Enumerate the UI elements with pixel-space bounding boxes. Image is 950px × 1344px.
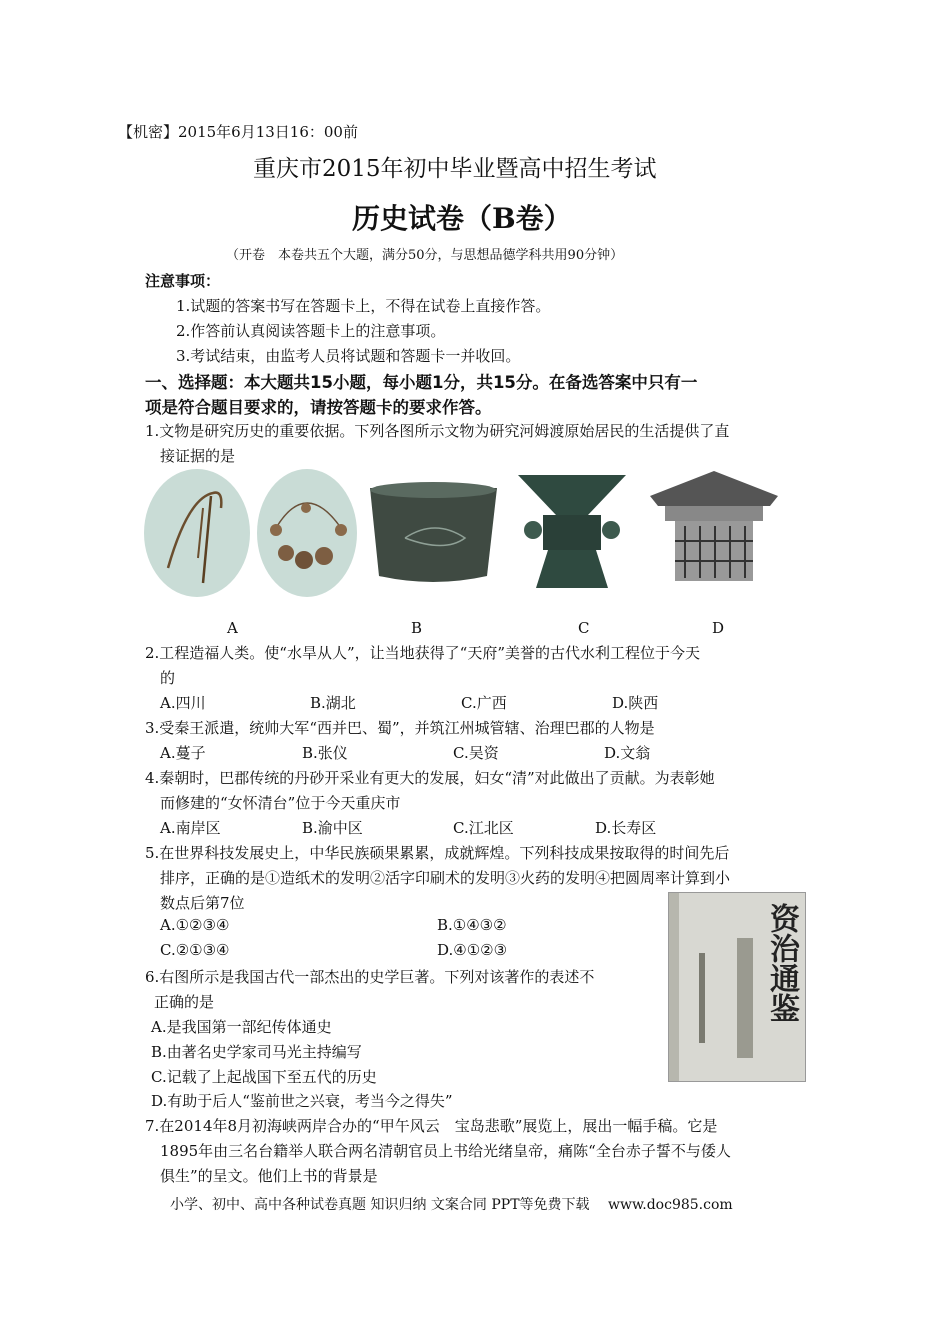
question-2-text: 2.工程造福人类。使“水旱从人”，让当地获得了“天府”美誉的古代水利工程位于今天: [145, 644, 700, 662]
confidential-note: 【机密】2015年6月13日16：00前: [118, 123, 358, 141]
q6-option-b: B.由著名史学家司马光主持编写: [151, 1043, 362, 1061]
q3-option-d: D.文翁: [604, 744, 651, 762]
q5-option-b: B.①④③②: [437, 916, 507, 934]
q5-option-d: D.④①②③: [437, 941, 508, 959]
notice-item: 2.作答前认真阅读答题卡上的注意事项。: [176, 322, 446, 340]
q2-option-b: B.湖北: [310, 694, 356, 712]
question-6-text-cont: 正确的是: [154, 993, 215, 1011]
question-7-text-cont: 1895年由三名台籍举人联合两名清朝官员上书给光绪皇帝，痛陈“全台赤子誓不与倭人: [160, 1142, 731, 1160]
q2-option-c: C.广西: [461, 694, 507, 712]
question-3-text: 3.受秦王派遣，统帅大军“西并巴、蜀”，并筑江州城管辖、治理巴郡的人物是: [145, 719, 655, 737]
question-7-text: 7.在2014年8月初海峡两岸合办的“甲午风云 宝岛悲歌”展览上，展出一幅手稿。它是: [145, 1117, 718, 1135]
exam-title: 重庆市2015年初中毕业暨高中招生考试: [253, 156, 657, 182]
q4-option-c: C.江北区: [453, 819, 514, 837]
q6-option-d: D.有助于后人“鉴前世之兴衰，考当今之得失”: [151, 1092, 453, 1110]
notice-item: 3.考试结束，由监考人员将试题和答题卡一并收回。: [176, 347, 521, 365]
q6-option-c: C.记载了上起战国下至五代的历史: [151, 1068, 377, 1086]
wooden-structure-image: [645, 466, 783, 594]
section-heading-cont: 项是符合题目要求的，请按答题卡的要求作答。: [145, 398, 492, 417]
q6-option-a: A.是我国第一部纪传体通史: [151, 1018, 332, 1036]
notice-item: 1.试题的答案书写在答题卡上，不得在试卷上直接作答。: [176, 297, 551, 315]
option-label-d: D: [712, 619, 725, 637]
option-label-a: A: [227, 619, 238, 637]
question-6-text: 6.右图所示是我国古代一部杰出的史学巨著。下列对该著作的表述不: [145, 968, 595, 986]
question-1-text: 1.文物是研究历史的重要依据。下列各图所示文物为研究河姆渡原始居民的生活提供了直: [145, 422, 730, 440]
question-7-text-cont2: 俱生”的呈文。他们上书的背景是: [160, 1167, 378, 1185]
question-2-text-cont: 的: [160, 669, 176, 687]
question-5-text-cont2: 数点后第7位: [160, 894, 245, 912]
book-cover-image: [668, 892, 806, 1082]
q4-option-d: D.长寿区: [595, 819, 657, 837]
q3-option-c: C.吴资: [453, 744, 499, 762]
exam-note: （开卷 本卷共五个大题，满分50分，与思想品德学科共用90分钟）: [226, 248, 624, 263]
pottery-bowl-image: [365, 478, 502, 588]
option-label-b: B: [411, 619, 423, 637]
question-5-text: 5.在世界科技发展史上，中华民族硕果累累，成就辉煌。下列科技成果按取得的时间先后: [145, 844, 730, 862]
question-4-text: 4.秦朝时，巴郡传统的丹砂开采业有更大的发展，妇女“清”对此做出了贡献。为表彰她: [145, 769, 715, 787]
q4-option-b: B.渝中区: [302, 819, 363, 837]
question-4-text-cont: 而修建的“女怀清台”位于今天重庆市: [160, 794, 401, 812]
q5-option-a: A.①②③④: [160, 916, 230, 934]
necklace-image: [256, 468, 359, 598]
q2-option-a: A.四川: [160, 694, 206, 712]
question-5-text-cont: 排序，正确的是①造纸术的发明②活字印刷术的发明③火药的发明④把圆周率计算到小: [160, 869, 731, 887]
paper-subtitle: 历史试卷（B卷）: [352, 202, 572, 235]
q3-option-b: B.张仪: [302, 744, 348, 762]
section-heading: 一、选择题：本大题共15小题，每小题1分，共15分。在备选答案中只有一: [145, 373, 698, 392]
q3-option-a: A.蔓子: [160, 744, 206, 762]
book-title: 资治通鉴: [764, 903, 799, 1023]
question-1-text-cont: 接证据的是: [160, 447, 236, 465]
q4-option-a: A.南岸区: [160, 819, 221, 837]
footer-ad-text: 小学、初中、高中各种试卷真题 知识归纳 文案合同 PPT等免费下载 www.doc985.com: [170, 1197, 733, 1213]
option-label-c: C: [578, 619, 590, 637]
notice-heading: 注意事项：: [145, 272, 221, 290]
bone-needle-image: [143, 468, 251, 598]
q5-option-c: C.②①③④: [160, 941, 230, 959]
q2-option-d: D.陕西: [612, 694, 659, 712]
bronze-zun-image: [513, 470, 631, 590]
